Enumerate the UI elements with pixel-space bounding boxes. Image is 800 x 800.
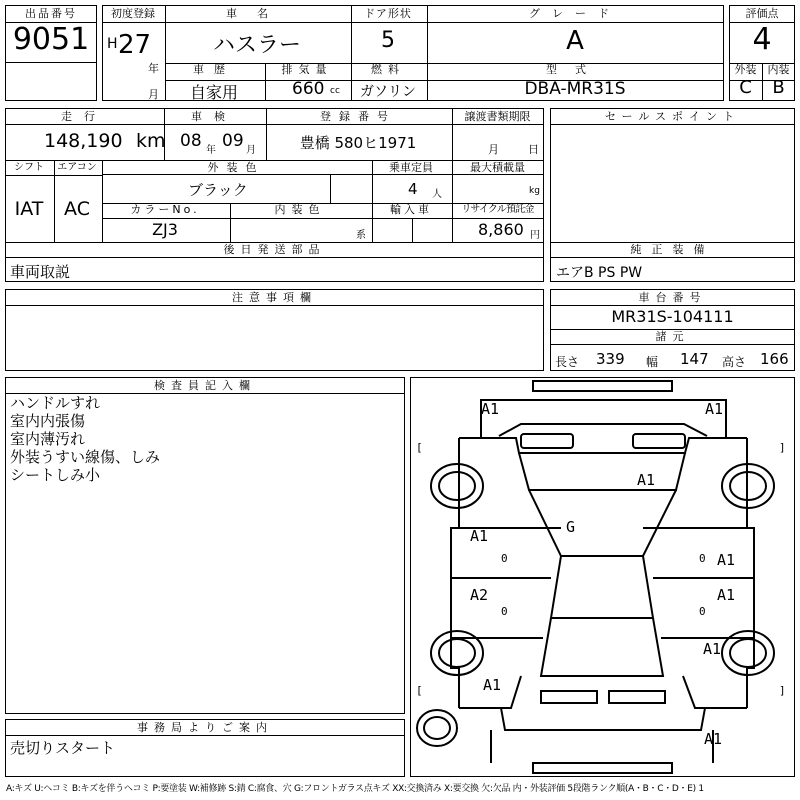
- mileage-unit: km: [136, 130, 166, 152]
- office-note: 売切りスタート: [10, 739, 116, 757]
- interior-label: 内装: [767, 63, 790, 76]
- int-color-label: 内装色: [274, 203, 326, 216]
- width: 147: [680, 350, 709, 368]
- bracket: ]: [779, 441, 786, 454]
- interior-grade: B: [772, 77, 785, 98]
- mileage-label: 走行: [61, 110, 107, 123]
- chassis-label: 車台番号: [638, 291, 707, 304]
- inspection-month-unit: 月: [246, 145, 256, 156]
- ac: AC: [64, 198, 90, 220]
- damage-mark-left-quarter: A1: [483, 676, 502, 694]
- exterior-grade: C: [739, 77, 752, 98]
- grade: A: [566, 26, 584, 56]
- doors: 5: [381, 28, 395, 53]
- zero-mark: 0: [501, 605, 508, 618]
- fuel-label: 燃料: [371, 63, 405, 76]
- displacement: 660: [292, 79, 325, 99]
- plate-label: 登録番号: [320, 110, 396, 123]
- zero-mark: 0: [699, 605, 706, 618]
- score: 4: [752, 22, 772, 57]
- inspector-label: 検査員記入欄: [154, 379, 256, 392]
- height: 166: [760, 350, 789, 368]
- zero-mark: 0: [699, 552, 706, 565]
- damage-mark-front-right: A1: [705, 400, 724, 418]
- lot-number-label: 出品番号: [25, 7, 77, 20]
- chassis: MR31S-104111: [611, 307, 734, 326]
- capacity-label: 乗車定員: [389, 161, 433, 174]
- inspector-line: 室内薄汚れ: [10, 430, 86, 448]
- sales-points-label: セールスポイント: [604, 110, 740, 123]
- era-letter: H: [107, 36, 118, 52]
- damage-mark-front-left: A1: [481, 400, 500, 418]
- color-no: ZJ3: [152, 220, 178, 239]
- history: 自家用: [189, 83, 238, 102]
- displacement-unit: cc: [330, 86, 340, 96]
- car-outline: [411, 378, 794, 776]
- transfer-month-unit: 月: [488, 143, 499, 156]
- damage-mark-rear-right: A1: [704, 730, 723, 748]
- inspector-line: シートしみ小: [10, 466, 101, 484]
- exterior-label: 外装: [734, 63, 757, 76]
- ext-color: ブラック: [188, 181, 248, 199]
- ext-color-label: 外装色: [207, 161, 265, 174]
- inspection-year: 08: [180, 131, 202, 151]
- damage-mark-right-quarter: A1: [703, 640, 722, 658]
- import-label: 輸入車: [390, 203, 432, 216]
- month-unit: 月: [148, 88, 159, 101]
- length: 339: [596, 350, 625, 368]
- grade-label: グレード: [529, 7, 621, 20]
- doors-label: ドア形状: [364, 7, 412, 20]
- car-name: ハスラー: [212, 33, 301, 58]
- damage-mark-right-front-door: A1: [717, 551, 736, 569]
- inspection-month: 09: [222, 131, 244, 151]
- inspection-year-unit: 年: [206, 145, 216, 156]
- equipment-label: 純正装備: [630, 243, 715, 256]
- year-unit: 年: [148, 62, 159, 75]
- capacity: 4: [408, 180, 418, 198]
- displacement-label: 排気量: [281, 63, 333, 76]
- capacity-unit: 人: [432, 189, 442, 200]
- bracket: ]: [779, 684, 786, 697]
- shift-label: シフト: [14, 162, 44, 173]
- recycle-unit: 円: [530, 230, 540, 241]
- damage-mark-right-rear-door: A1: [717, 586, 736, 604]
- car-diagram: [410, 377, 795, 777]
- shift: IAT: [14, 198, 44, 220]
- model-code: DBA-MR31S: [524, 79, 626, 99]
- bracket: [: [416, 684, 423, 697]
- history-label: 車歴: [193, 63, 235, 76]
- zero-mark: 0: [501, 552, 508, 565]
- damage-mark-left-front-door: A1: [470, 527, 489, 545]
- width-label: 幅: [646, 355, 659, 369]
- damage-mark-left-rear-door: A2: [470, 586, 489, 604]
- inspector-line: 室内内張傷: [10, 412, 86, 430]
- length-label: 長さ: [555, 355, 580, 369]
- fuel: ガソリン: [360, 84, 416, 100]
- max-load-label: 最大積載量: [470, 161, 525, 174]
- equipment: エアB PS PW: [556, 265, 643, 281]
- int-color-unit: 系: [356, 230, 366, 241]
- inspector-line: 外装うすい線傷、しみ: [10, 448, 161, 466]
- color-no-label: カラーNo.: [130, 203, 200, 216]
- ac-label: エアコン: [57, 162, 97, 173]
- inspection-label: 車検: [191, 110, 237, 123]
- max-load-unit: kg: [529, 186, 540, 196]
- office-label: 事務局よりご案内: [137, 721, 273, 734]
- transfer-label: 譲渡書類期限: [464, 110, 531, 123]
- model-code-label: 型式: [546, 63, 604, 76]
- damage-mark-hood: A1: [637, 471, 656, 489]
- recycle-label: リサイクル預託金: [461, 204, 534, 215]
- score-label: 評価点: [745, 7, 779, 20]
- plate: 豊橋 580ヒ1971: [299, 134, 417, 152]
- later-parts-label: 後日発送部品: [223, 243, 326, 256]
- later-parts: 車両取説: [10, 263, 71, 281]
- transfer-day-unit: 日: [528, 143, 539, 156]
- bracket: [: [416, 441, 423, 454]
- recycle: 8,860: [478, 220, 524, 239]
- inspector-line: ハンドルすれ: [10, 394, 101, 412]
- legend: A:キズ U:ヘコミ B:キズを伴うヘコミ P:要塗装 W:補修跡 S:錆 C:腐食、穴 G:フロントガラス点キズ XX:交換済み X:要交換 欠:欠品 内・外装評価 5段階ランク順(A・B・C・D・E) 1: [6, 784, 704, 794]
- height-label: 高さ: [722, 355, 747, 369]
- damage-mark-roof: G: [566, 518, 576, 536]
- car-name-label: 車名: [226, 7, 288, 20]
- mileage: 148,190: [44, 130, 123, 152]
- caution-label: 注意事項欄: [232, 291, 317, 304]
- first-reg-year: 27: [118, 30, 152, 60]
- first-reg-label: 初度登録: [111, 7, 155, 20]
- specs-label: 諸元: [655, 330, 690, 343]
- lot-number: 9051: [12, 22, 90, 57]
